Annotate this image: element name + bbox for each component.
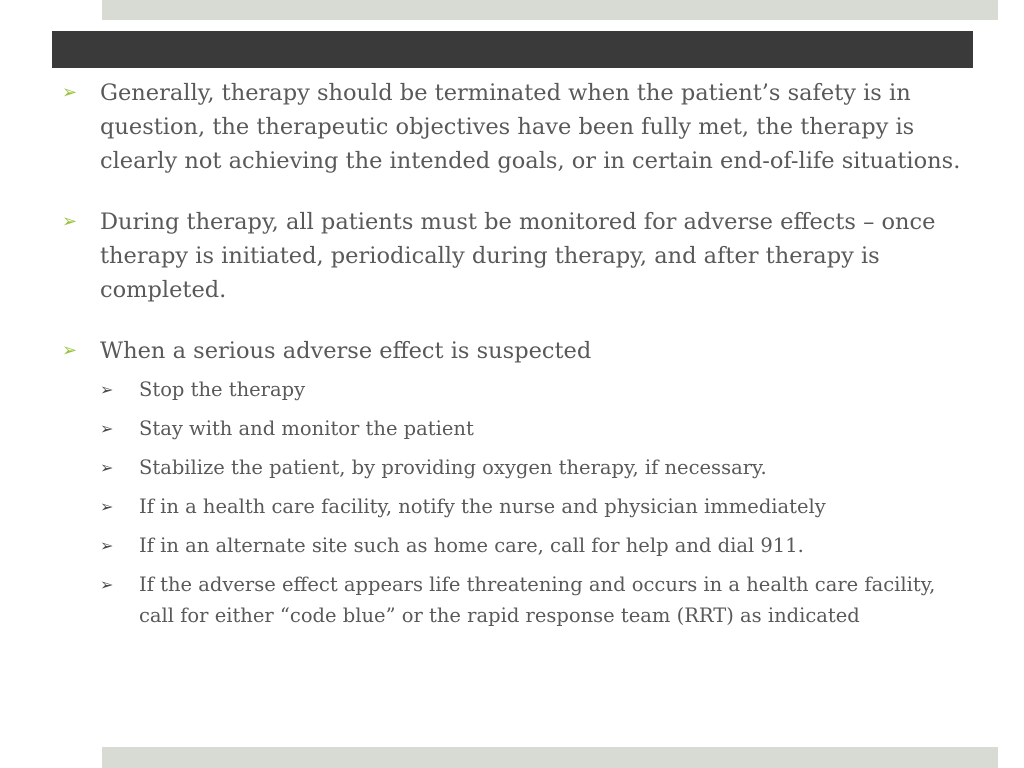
slide-content: [62, 76, 967, 639]
title-bar: [52, 31, 973, 68]
top-decorative-band: [102, 0, 998, 20]
sub-bullet-text: If in an alternate site such as home care, call for help and dial 911.: [139, 534, 804, 557]
sub-bullet-text: Stay with and monitor the patient: [139, 417, 474, 440]
bullet-text: Generally, therapy should be terminated when the patient’s safety is in question, the therapeutic objectives have been fully met, the therapy is clearly not achieving the intended goals, or in certain end-of-life situations.: [100, 80, 961, 174]
sub-bullet-text: If the adverse effect appears life threatening and occurs in a health care facility, call for either “code blue” or the rapid response team (RRT) as indicated: [139, 573, 936, 627]
arrowhead-bullet-icon: ➢: [62, 340, 78, 361]
sub-bullet-text: Stop the therapy: [139, 378, 306, 401]
bullet-item: [62, 205, 967, 307]
arrowhead-bullet-icon: ➢: [100, 497, 114, 516]
bullet-text: When a serious adverse effect is suspected: [100, 338, 592, 364]
bullet-list: [62, 76, 967, 631]
arrowhead-bullet-icon: ➢: [62, 82, 78, 103]
bullet-text: During therapy, all patients must be monitored for adverse effects – once therapy is initiated, periodically during therapy, and after therapy is completed.: [100, 209, 936, 303]
bottom-decorative-band: [102, 747, 998, 768]
arrowhead-bullet-icon: ➢: [100, 458, 114, 477]
bullet-item: [62, 76, 967, 178]
sub-bullet-item: [100, 413, 967, 444]
sub-bullet-item: [100, 569, 967, 631]
sub-bullet-list: [100, 374, 967, 631]
bullet-item: [62, 334, 967, 631]
sub-bullet-text: If in a health care facility, notify the nurse and physician immediately: [139, 495, 826, 518]
arrowhead-bullet-icon: ➢: [100, 536, 114, 555]
sub-bullet-item: [100, 374, 967, 405]
arrowhead-bullet-icon: ➢: [100, 575, 114, 594]
sub-bullet-item: [100, 530, 967, 561]
arrowhead-bullet-icon: ➢: [62, 211, 78, 232]
sub-bullet-text: Stabilize the patient, by providing oxygen therapy, if necessary.: [139, 456, 767, 479]
arrowhead-bullet-icon: ➢: [100, 419, 114, 438]
sub-bullet-item: [100, 452, 967, 483]
arrowhead-bullet-icon: ➢: [100, 380, 114, 399]
sub-bullet-item: [100, 491, 967, 522]
